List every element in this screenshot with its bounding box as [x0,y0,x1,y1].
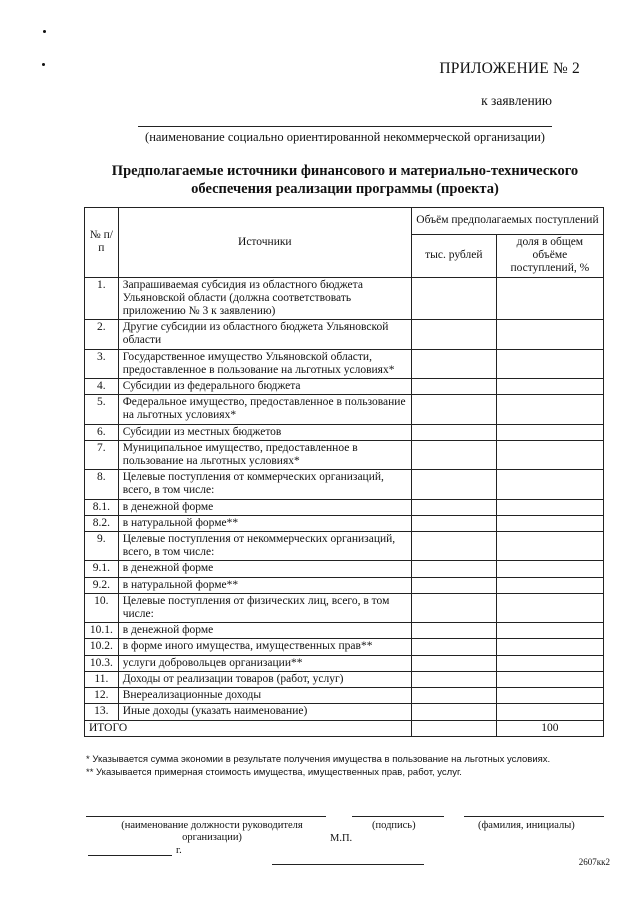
table-row [85,561,604,577]
row-number: 9.2. [85,577,119,593]
row-share-cell[interactable] [496,688,603,704]
position-caption-line: организации) [182,832,242,843]
row-source: в денежной форме [118,561,411,577]
row-rub-cell[interactable] [411,470,496,499]
row-share-cell[interactable] [496,424,603,440]
row-share-cell[interactable] [496,277,603,320]
table-row [85,671,604,687]
row-share-cell[interactable] [496,639,603,655]
row-source: в натуральной форме** [118,515,411,531]
row-number: 10.1. [85,623,119,639]
row-share-cell[interactable] [496,704,603,720]
row-number: 4. [85,379,119,395]
total-share-cell: 100 [496,720,603,736]
row-share-cell[interactable] [496,532,603,561]
row-source: Субсидии из федерального бюджета [118,379,411,395]
row-number: 2. [85,320,119,349]
year-suffix: г. [176,845,182,856]
table-row [85,577,604,593]
table-row [85,532,604,561]
document-title-line: обеспечения реализации программы (проекта) [191,181,499,197]
col-header-number: № п/п [85,208,119,278]
table-row [85,395,604,424]
row-source: Целевые поступления от физических лиц, всего, в том числе: [118,593,411,622]
row-share-cell[interactable] [496,349,603,378]
row-rub-cell[interactable] [411,593,496,622]
row-number: 11. [85,671,119,687]
col-header-source: Источники [118,208,411,278]
row-share-cell[interactable] [496,655,603,671]
name-line[interactable] [464,816,604,817]
funding-sources-table [84,207,604,737]
table-row [85,623,604,639]
row-rub-cell[interactable] [411,623,496,639]
row-number: 13. [85,704,119,720]
stamp-label: М.П. [330,833,353,844]
row-rub-cell[interactable] [411,671,496,687]
table-row [85,349,604,378]
row-source: в натуральной форме** [118,577,411,593]
row-source: в денежной форме [118,499,411,515]
row-number: 8.1. [85,499,119,515]
footer-code: 2607кк2 [578,857,610,867]
bottom-line [272,864,424,865]
table-row [85,515,604,531]
appendix-title: ПРИЛОЖЕНИЕ № 2 [439,60,580,77]
row-number: 7. [85,440,119,469]
row-share-cell[interactable] [496,593,603,622]
row-share-cell[interactable] [496,623,603,639]
appendix-subtitle: к заявлению [481,93,552,108]
row-share-cell[interactable] [496,440,603,469]
row-number: 9.1. [85,561,119,577]
org-name-line[interactable] [138,126,552,127]
footnote: * Указывается сумма экономии в результате получения имущества в пользование на льготных условиях. [86,754,551,765]
row-number: 8.2. [85,515,119,531]
row-share-cell[interactable] [496,577,603,593]
table-row [85,277,604,320]
footnotes [86,753,606,779]
row-rub-cell[interactable] [411,639,496,655]
scan-speck [43,30,46,33]
row-number: 10.3. [85,655,119,671]
table-row [85,655,604,671]
position-caption-line: (наименование должности руководителя [121,820,303,831]
footnote: ** Указывается примерная стоимость имущества, имущественных прав, работ, услуг. [86,767,462,778]
row-source: Целевые поступления от коммерческих организаций, всего, в том числе: [118,470,411,499]
table-row [85,704,604,720]
row-source: Внереализационные доходы [118,688,411,704]
row-rub-cell[interactable] [411,379,496,395]
row-source: услуги добровольцев организации** [118,655,411,671]
total-row [85,720,604,736]
row-source: в форме иного имущества, имущественных прав** [118,639,411,655]
row-rub-cell[interactable] [411,704,496,720]
name-caption: (фамилия, инициалы) [478,820,575,831]
row-share-cell[interactable] [496,515,603,531]
date-line[interactable] [88,855,172,856]
total-rub-cell[interactable] [411,720,496,736]
row-rub-cell[interactable] [411,349,496,378]
row-rub-cell[interactable] [411,515,496,531]
row-number: 1. [85,277,119,320]
col-header-volume: Объём предполагаемых поступлений [411,208,603,235]
table-row [85,688,604,704]
table-row [85,320,604,349]
table-row [85,440,604,469]
row-share-cell[interactable] [496,379,603,395]
table-row [85,470,604,499]
row-number: 8. [85,470,119,499]
row-number: 3. [85,349,119,378]
row-share-cell[interactable] [496,320,603,349]
col-header-rub: тыс. рублей [411,235,496,278]
row-rub-cell[interactable] [411,561,496,577]
row-share-cell[interactable] [496,671,603,687]
document-title [80,162,610,198]
row-source: в денежной форме [118,623,411,639]
row-rub-cell[interactable] [411,440,496,469]
table-row [85,379,604,395]
position-line[interactable] [86,816,326,817]
row-source: Иные доходы (указать наименование) [118,704,411,720]
row-number: 9. [85,532,119,561]
signature-line[interactable] [352,816,444,817]
row-source: Другие субсидии из областного бюджета Ульяновской области [118,320,411,349]
table-row [85,499,604,515]
table-row [85,593,604,622]
row-source: Федеральное имущество, предоставленное в пользование на льготных условиях* [118,395,411,424]
table-row [85,424,604,440]
row-source: Запрашиваемая субсидия из областного бюджета Ульяновской области (должна соответствовать приложению № 3 к заявлению) [118,277,411,320]
row-rub-cell[interactable] [411,499,496,515]
row-number: 5. [85,395,119,424]
row-source: Муниципальное имущество, предоставленное в пользование на льготных условиях* [118,440,411,469]
row-share-cell[interactable] [496,395,603,424]
total-label: ИТОГО [85,720,412,736]
row-share-cell[interactable] [496,470,603,499]
row-rub-cell[interactable] [411,655,496,671]
row-number: 6. [85,424,119,440]
col-header-share: доля в общем объёме поступлений, % [496,235,603,278]
row-share-cell[interactable] [496,499,603,515]
row-source: Доходы от реализации товаров (работ, услуг) [118,671,411,687]
row-share-cell[interactable] [496,561,603,577]
position-caption [112,820,312,844]
scan-speck [42,63,45,66]
row-rub-cell[interactable] [411,688,496,704]
row-rub-cell[interactable] [411,277,496,320]
table-row [85,639,604,655]
row-number: 10.2. [85,639,119,655]
row-rub-cell[interactable] [411,577,496,593]
document-title-line: Предполагаемые источники финансового и материально-технического [111,163,579,179]
row-rub-cell[interactable] [411,424,496,440]
org-name-caption: (наименование социально ориентированной некоммерческой организации) [145,130,545,144]
signature-caption: (подпись) [372,820,416,831]
row-rub-cell[interactable] [411,532,496,561]
row-number: 10. [85,593,119,622]
row-source: Субсидии из местных бюджетов [118,424,411,440]
row-number: 12. [85,688,119,704]
row-rub-cell[interactable] [411,320,496,349]
row-source: Целевые поступления от некоммерческих организаций, всего, в том числе: [118,532,411,561]
row-rub-cell[interactable] [411,395,496,424]
row-source: Государственное имущество Ульяновской области, предоставленное в пользование на льготных условиях* [118,349,411,378]
table-header-row [85,208,604,235]
